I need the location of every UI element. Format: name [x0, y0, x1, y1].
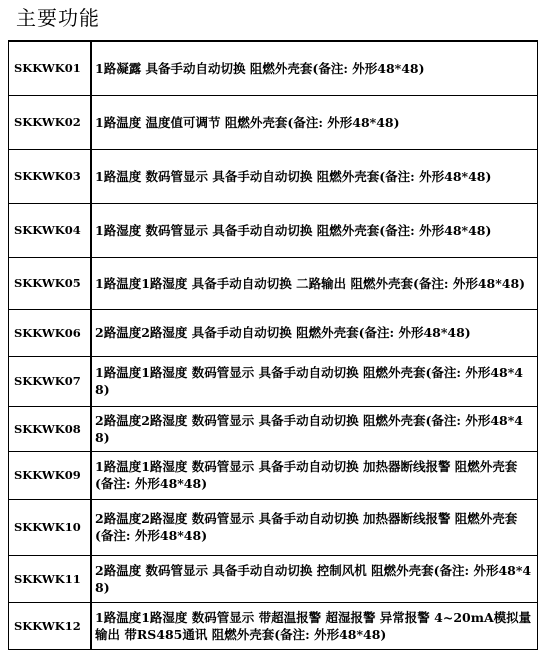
model-cell: SKKWK02	[9, 95, 92, 149]
model-cell: SKKWK03	[9, 149, 92, 203]
table-row	[9, 356, 538, 406]
description-cell: 1路温度1路湿度 数码管显示 具备手动自动切换 加热器断线报警 阻燃外壳套(备注: 外形48*48)	[91, 451, 538, 499]
table-row	[9, 555, 538, 602]
function-table	[8, 40, 538, 650]
description-cell: 1路温度1路湿度 具备手动自动切换 二路输出 阻燃外壳套(备注: 外形48*48)	[91, 257, 538, 309]
description-cell: 2路温度2路湿度 数码管显示 具备手动自动切换 阻燃外壳套(备注: 外形48*48)	[91, 406, 538, 451]
description-cell: 1路湿度 数码管显示 具备手动自动切换 阻燃外壳套(备注: 外形48*48)	[91, 203, 538, 257]
description-cell: 2路温度 数码管显示 具备手动自动切换 控制风机 阻燃外壳套(备注: 外形48*48)	[91, 555, 538, 602]
description-cell: 1路温度1路湿度 数码管显示 具备手动自动切换 阻燃外壳套(备注: 外形48*48)	[91, 356, 538, 406]
table-row	[9, 257, 538, 309]
table-row	[9, 203, 538, 257]
model-cell: SKKWK05	[9, 257, 92, 309]
table-row	[9, 95, 538, 149]
model-cell: SKKWK06	[9, 309, 92, 356]
model-cell: SKKWK01	[9, 41, 92, 95]
model-cell: SKKWK12	[9, 602, 92, 649]
model-cell: SKKWK09	[9, 451, 92, 499]
table-row	[9, 602, 538, 649]
model-cell: SKKWK07	[9, 356, 92, 406]
description-cell: 1路温度 数码管显示 具备手动自动切换 阻燃外壳套(备注: 外形48*48)	[91, 149, 538, 203]
model-cell: SKKWK04	[9, 203, 92, 257]
model-cell: SKKWK10	[9, 499, 92, 555]
description-cell: 1路温度 温度值可调节 阻燃外壳套(备注: 外形48*48)	[91, 95, 538, 149]
table-row	[9, 499, 538, 555]
description-cell: 2路温度2路湿度 数码管显示 具备手动自动切换 加热器断线报警 阻燃外壳套(备注: 外形48*48)	[91, 499, 538, 555]
description-cell: 1路凝露 具备手动自动切换 阻燃外壳套(备注: 外形48*48)	[91, 41, 538, 95]
table-row	[9, 451, 538, 499]
table-row	[9, 309, 538, 356]
table-row	[9, 41, 538, 95]
model-cell: SKKWK11	[9, 555, 92, 602]
model-cell: SKKWK08	[9, 406, 92, 451]
table-row	[9, 406, 538, 451]
table-row	[9, 149, 538, 203]
section-heading: 主要功能	[16, 6, 100, 30]
description-cell: 1路温度1路湿度 数码管显示 带超温报警 超湿报警 异常报警 4~20mA模拟量输出 带RS485通讯 阻燃外壳套(备注: 外形48*48)	[91, 602, 538, 649]
description-cell: 2路温度2路湿度 具备手动自动切换 阻燃外壳套(备注: 外形48*48)	[91, 309, 538, 356]
